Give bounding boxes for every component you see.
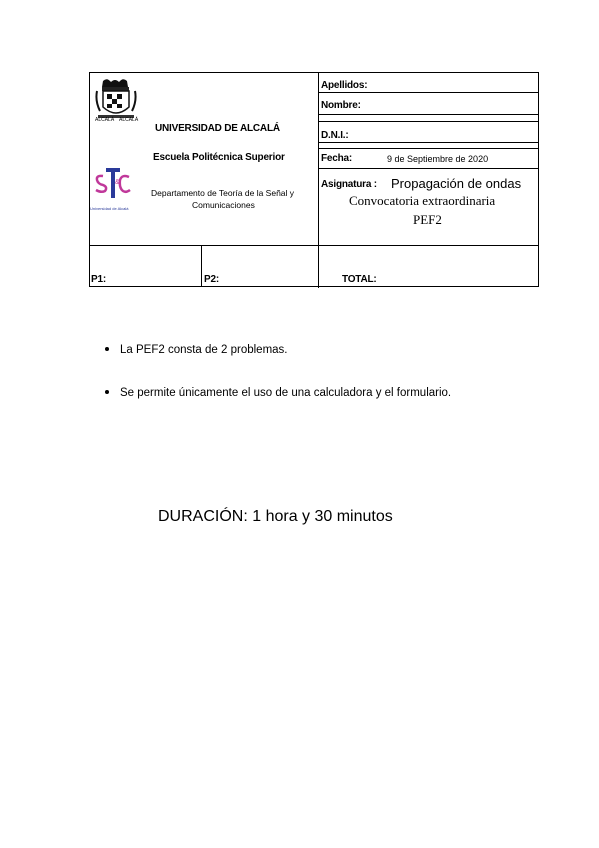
- exam-header-table: [89, 72, 539, 287]
- asignatura-label: Asignatura :: [321, 179, 377, 190]
- field-line-nombre: [318, 114, 539, 115]
- header-divider-vertical: [318, 73, 319, 288]
- crest-caption-right: ALCALÁ: [119, 117, 139, 123]
- department-logo-icon: [93, 166, 133, 204]
- university-name: UNIVERSIDAD DE ALCALÁ: [155, 123, 280, 134]
- school-name: Escuela Politécnica Superior: [153, 152, 285, 163]
- field-line-apellidos: [318, 92, 539, 93]
- nombre-label: Nombre:: [321, 100, 361, 111]
- svg-text:&: &: [115, 179, 120, 186]
- instruction-item: Se permite únicamente el uso de una calculadora y el formulario.: [105, 387, 451, 399]
- field-line-fecha-bottom: [318, 168, 539, 169]
- department-line-1: Departamento de Teoría de la Señal y: [151, 188, 295, 198]
- dni-label: D.N.I.:: [321, 130, 349, 141]
- department-line-2: Comunicaciones: [192, 200, 255, 210]
- asignatura-value: Propagación de ondas: [391, 176, 522, 191]
- fecha-value: 9 de Septiembre de 2020: [387, 154, 489, 164]
- field-line-fecha: [318, 148, 539, 149]
- convocatoria-text: Convocatoria extraordinaria: [349, 193, 496, 208]
- field-line-dni: [318, 121, 539, 122]
- total-label: TOTAL:: [342, 274, 377, 285]
- score-row-divider: [90, 245, 539, 246]
- instruction-item: La PEF2 consta de 2 problemas.: [105, 344, 288, 356]
- duration-text: DURACIÓN: 1 hora y 30 minutos: [158, 508, 393, 525]
- field-line-dni-bottom: [318, 142, 539, 143]
- score-divider-p1-p2: [201, 245, 202, 287]
- bullet-icon: [105, 347, 109, 351]
- department-logo-caption: Universidad de Alcalá: [90, 206, 129, 211]
- fecha-label: Fecha:: [321, 153, 353, 164]
- bullet-icon: [105, 390, 109, 394]
- p2-label: P2:: [204, 274, 219, 285]
- apellidos-label: Apellidos:: [321, 80, 368, 91]
- crest-caption-left: ALCALÁ: [95, 117, 115, 123]
- exam-code: PEF2: [413, 212, 442, 227]
- p1-label: P1:: [91, 274, 106, 285]
